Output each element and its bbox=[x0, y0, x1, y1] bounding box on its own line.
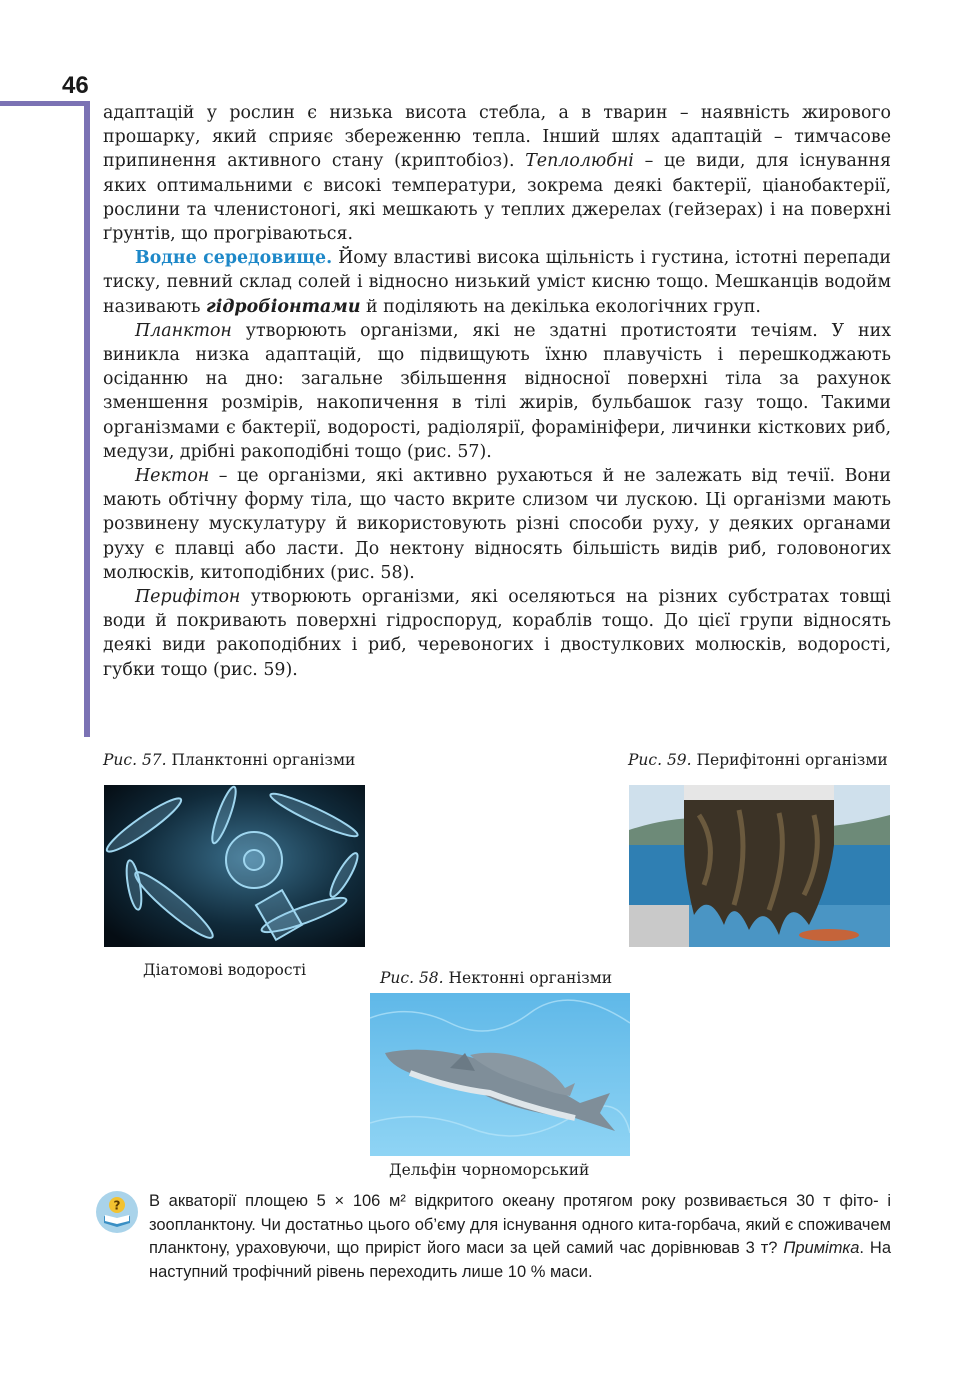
periphyton-photo bbox=[629, 785, 890, 947]
figure-label: Рис. 58. bbox=[380, 969, 444, 987]
figure-57-caption: Діатомові водорості bbox=[143, 961, 307, 979]
paragraph-cold-adaptation bbox=[103, 101, 891, 246]
text-run: – це види, для існування яких оптимальними є високі температури, зокрема деякі бактерії, ціанобактерії, рослини та членистоногі, які мешкають у теплих джерелах (гейзерах) і на поверхні ґрунтів, що прогріваються. bbox=[103, 151, 891, 245]
figure-58-title bbox=[380, 969, 612, 987]
text-run: . На наступний трофічний рівень переходить лише 10 % маси. bbox=[149, 1239, 891, 1281]
page-header-rule bbox=[0, 101, 90, 106]
figure-title: Нектонні організми bbox=[443, 969, 613, 987]
term-periphyton: Перифітон bbox=[135, 587, 241, 608]
main-text bbox=[103, 101, 891, 682]
task-text bbox=[149, 1190, 891, 1284]
figure-57-title bbox=[103, 751, 355, 769]
diatoms-photo bbox=[104, 785, 365, 947]
paragraph-water-environment bbox=[103, 246, 891, 319]
text-run: утворюють організми, які оселяються на різних субстратах товщі води й покривають поверхні гідроспоруд, кораблів тощо. До цієї групи відносять деякі види ракоподібних і риб, черевоногих і двостулкових молюсків, водорості, губки тощо (рис. 59). bbox=[103, 587, 891, 680]
paragraph-periphyton bbox=[103, 585, 891, 682]
term-hydrobionts: гідробіонтами bbox=[205, 296, 361, 317]
paragraph-nekton bbox=[103, 464, 891, 585]
term-plankton: Планктон bbox=[135, 320, 232, 341]
text-run: адаптацій у рослин є низька висота стебла, а в тварин – наявність жирового прошарку, який сприяє збереженню тепла. Інший шлях адаптацій – тимчасове припинення активного стану (криптобіоз). bbox=[103, 103, 891, 172]
figure-title: Перифітонні організми bbox=[691, 751, 888, 769]
page-number: 46 bbox=[62, 72, 89, 99]
text-run: – це організми, які активно рухаються й не залежать від течії. Вони мають обтічну форму тіла, що часто вкрите слизом чи лускою. Ці організми мають розвинену мускулатуру й використовують різні способи руху, у деяких органами руху є плавці або ласти. До нектону відносять більшість видів риб, головоногих молюсків, китоподібних (рис. 58). bbox=[103, 466, 891, 583]
margin-bar bbox=[84, 101, 90, 737]
figure-59-title bbox=[628, 751, 888, 769]
question-book-icon bbox=[95, 1190, 139, 1234]
section-heading: Водне середовище. bbox=[135, 248, 333, 269]
paragraph-plankton bbox=[103, 319, 891, 464]
figure-58-caption: Дельфін чорноморський bbox=[389, 1161, 590, 1179]
text-run: утворюють організми, які не здатні протистояти течіям. У них виникла низка адаптацій, що підвищують їхню плавучість і перешкоджають осіданню на дно: загальне збільшення відносної поверхні тіла за рахунок зменшення розмірів, накопичення в тілі жирів, бульбашок газу тощо. Такими організмами є бактерії, водорості, радіолярії, форамініфери, личинки кісткових риб, медузи, дрібні ракоподібні тощо (рис. 57). bbox=[103, 320, 891, 462]
figure-label: Рис. 57. bbox=[103, 751, 167, 769]
dolphin-photo bbox=[370, 993, 630, 1156]
figure-title: Планктонні організми bbox=[166, 751, 356, 769]
term-thermophiles: Теплолюбні bbox=[525, 151, 634, 172]
text-run: й поділяють на декілька екологічних груп. bbox=[360, 296, 761, 317]
note-label: Примітка bbox=[783, 1239, 860, 1257]
text-run: В акваторії площею 5 × 106 м² відкритого океану протягом року розвивається 30 т фіто- і зоопланктону. Чи достатньо цього об’єму для існування одного кита-горбача, який є споживачем планктону, ураховуючи, що приріст його маси за цей самий час дорівнював 3 т? bbox=[149, 1192, 891, 1257]
text-run: Йому властиві висока щільність і густина, істотні перепади тиску, певний склад солей і відносно низький уміст кисню тощо. Мешканців водойм називають bbox=[103, 248, 891, 317]
figure-label: Рис. 59. bbox=[628, 751, 692, 769]
svg-text:?: ? bbox=[113, 1198, 121, 1213]
term-nekton: Нектон bbox=[135, 466, 210, 487]
